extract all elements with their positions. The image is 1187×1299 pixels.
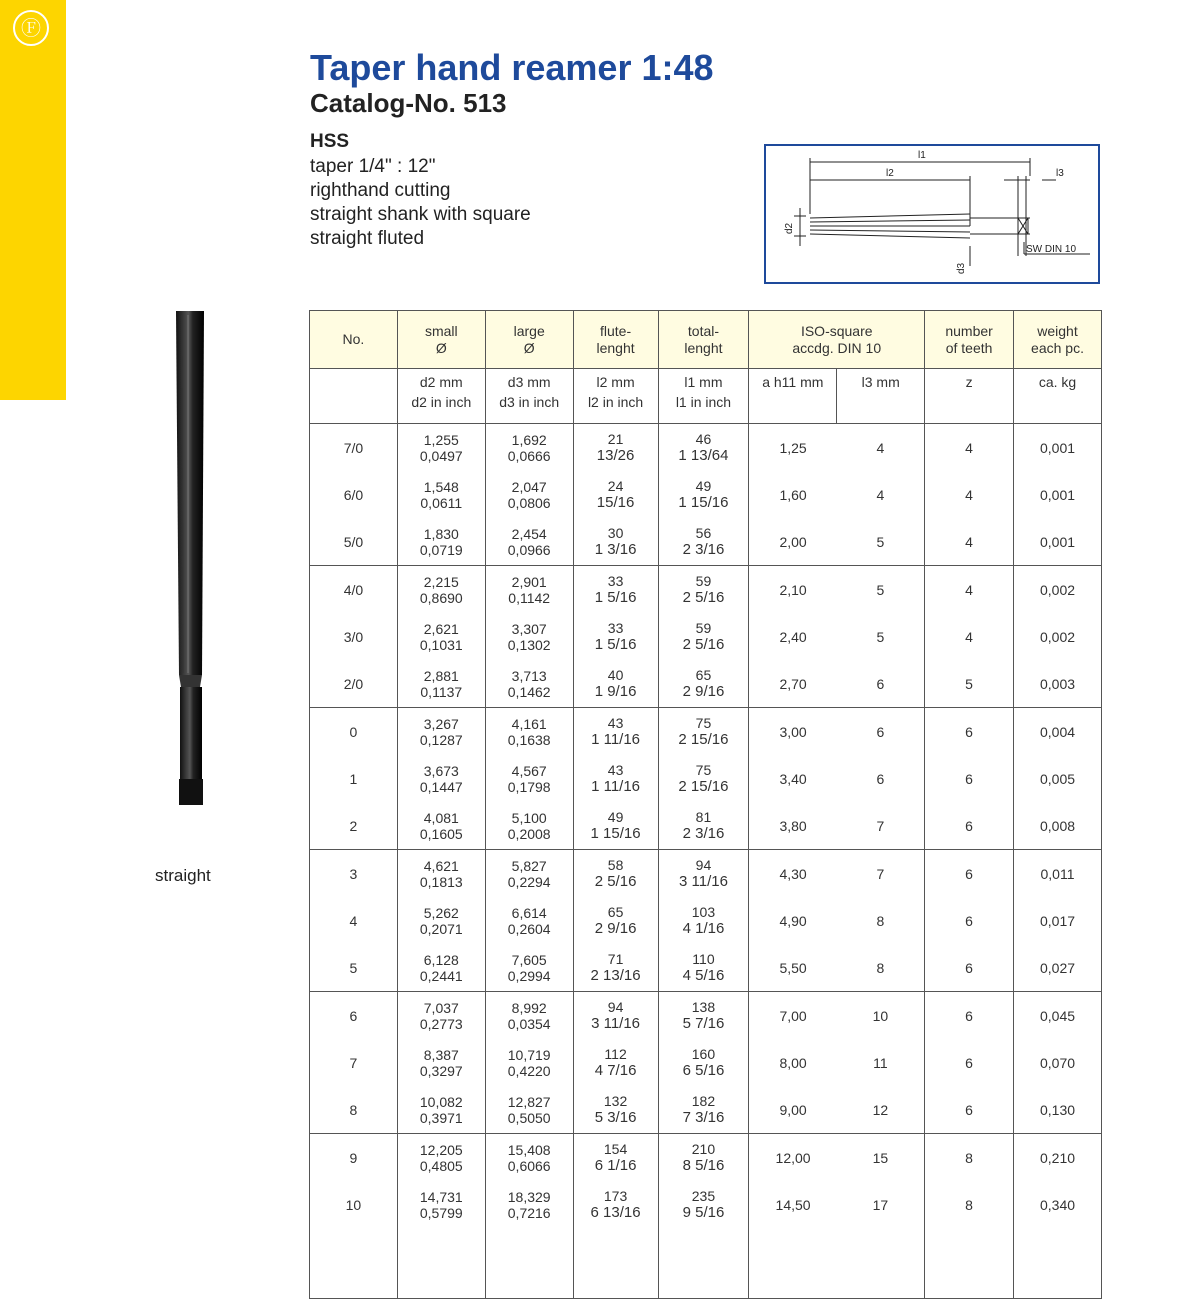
cell-iso-l: 6 [876, 770, 885, 787]
cell-total: 46 1 13/64 [658, 424, 749, 472]
cell-iso-l: 5 [876, 533, 885, 550]
cell-no: 2/0 [310, 660, 398, 708]
col-weight: weight each pc. [1014, 311, 1102, 369]
cell-iso-l: 8 [876, 959, 885, 976]
cell-teeth: 5 [925, 660, 1014, 708]
cell-flute: 112 4 7/16 [573, 1039, 658, 1086]
spec-item: straight fluted [310, 228, 425, 249]
cell-teeth: 4 [925, 613, 1014, 660]
cell-large: 4,567 0,1798 [485, 755, 573, 802]
cell-iso-a: 1,60 [749, 471, 837, 518]
cell-total: 235 9 5/16 [658, 1181, 749, 1228]
cell-flute: 43 1 11/16 [573, 708, 658, 756]
cell-large: 18,329 0,7216 [485, 1181, 573, 1228]
table-filler-row [310, 1228, 1102, 1299]
spec-item: righthand cutting [310, 180, 451, 201]
unit-large: d3 mm d3 in inch [485, 369, 573, 424]
cell-iso-a: 14,50 [749, 1181, 837, 1228]
cell-iso-a: 4,90 [749, 897, 837, 944]
cell-iso-a: 1,25 [749, 424, 837, 472]
cell-iso-a: 2,10 [749, 566, 837, 614]
cell-iso-a: 3,80 [749, 802, 837, 850]
cell-flute: 132 5 3/16 [573, 1086, 658, 1134]
cell-teeth: 6 [925, 897, 1014, 944]
cell-small: 6,128 0,2441 [397, 944, 485, 992]
table-row [310, 992, 1102, 1040]
cell-large: 2,454 0,0966 [485, 518, 573, 566]
cell-iso-l: 17 [872, 1196, 889, 1213]
cell-flute: 58 2 5/16 [573, 850, 658, 898]
cell-weight: 0,130 [1014, 1086, 1102, 1134]
cell-iso-a: 3,40 [749, 755, 837, 802]
cell-small: 2,881 0,1137 [397, 660, 485, 708]
cell-iso-a: 4,30 [749, 850, 837, 898]
cell-iso-a: 12,00 [749, 1134, 837, 1182]
cell-iso-l: 6 [837, 708, 925, 756]
table-row [310, 1181, 1102, 1228]
cell-large: 1,692 0,0666 [485, 424, 573, 472]
spec-item: taper 1/4" : 12" [310, 156, 436, 177]
cell-weight: 0,005 [1014, 755, 1102, 802]
cell-iso-a: 7,00 [749, 992, 837, 1040]
variant-label: straight [155, 866, 211, 885]
yellow-sidebar [0, 0, 66, 400]
cell-weight: 0,002 [1014, 613, 1102, 660]
cell-large: 7,605 0,2994 [485, 944, 573, 992]
cell-small: 4,621 0,1813 [397, 850, 485, 898]
table-row [310, 802, 1102, 850]
cell-flute: 21 13/26 [573, 424, 658, 472]
cell-no: 8 [310, 1086, 398, 1134]
cell-small: 8,387 0,3297 [397, 1039, 485, 1086]
cell-iso-l: 7 [876, 817, 885, 834]
cell-no: 5 [310, 944, 398, 992]
cell-iso-l: 5 [837, 566, 925, 614]
cell-total: 75 2 15/16 [658, 755, 749, 802]
cell-total: 182 7 3/16 [658, 1086, 749, 1134]
label-l1: l1 [918, 150, 926, 161]
unit-row [310, 369, 1102, 424]
table-row [310, 1134, 1102, 1182]
cell-flute: 65 2 9/16 [573, 897, 658, 944]
cell-teeth: 8 [925, 1134, 1014, 1182]
cell-flute: 40 1 9/16 [573, 660, 658, 708]
table-row [310, 566, 1102, 614]
unit-teeth: z [925, 369, 1014, 424]
cell-weight: 0,004 [1014, 708, 1102, 756]
cell-large: 2,047 0,0806 [485, 471, 573, 518]
cell-total: 94 3 11/16 [658, 850, 749, 898]
cell-weight: 0,001 [1014, 518, 1102, 566]
cell-large: 3,307 0,1302 [485, 613, 573, 660]
spec-list [310, 155, 531, 251]
cell-flute: 94 3 11/16 [573, 992, 658, 1040]
catalog-number: Catalog-No. 513 [310, 88, 507, 118]
cell-weight: 0,001 [1014, 471, 1102, 518]
cell-iso-l: 8 [876, 912, 885, 929]
cell-no: 1 [310, 755, 398, 802]
cell-flute: 173 6 13/16 [573, 1181, 658, 1228]
cell-weight: 0,008 [1014, 802, 1102, 850]
cell-total: 59 2 5/16 [658, 613, 749, 660]
cell-iso-a: 2,00 [749, 518, 837, 566]
col-flute: flute- lenght [573, 311, 658, 369]
cell-total: 110 4 5/16 [658, 944, 749, 992]
spec-item: straight shank with square [310, 204, 531, 225]
cell-teeth: 6 [925, 944, 1014, 992]
cell-small: 7,037 0,2773 [397, 992, 485, 1040]
unit-iso-l: l3 mm [837, 369, 925, 424]
cell-no: 5/0 [310, 518, 398, 566]
cell-weight: 0,045 [1014, 992, 1102, 1040]
cell-total: 103 4 1/16 [658, 897, 749, 944]
cell-small: 3,673 0,1447 [397, 755, 485, 802]
cell-total: 210 8 5/16 [658, 1134, 749, 1182]
table-row [310, 708, 1102, 756]
product-table [309, 310, 1102, 1299]
col-teeth: number of teeth [925, 311, 1014, 369]
cell-flute: 154 6 1/16 [573, 1134, 658, 1182]
cell-flute: 49 1 15/16 [573, 802, 658, 850]
cell-weight: 0,011 [1014, 850, 1102, 898]
cell-iso-a: 2,40 [749, 613, 837, 660]
cell-teeth: 6 [925, 708, 1014, 756]
cell-small: 10,082 0,3971 [397, 1086, 485, 1134]
cell-small: 2,215 0,8690 [397, 566, 485, 614]
cell-no: 7/0 [310, 424, 398, 472]
table-row [310, 660, 1102, 708]
cell-total: 56 2 3/16 [658, 518, 749, 566]
table-row [310, 1086, 1102, 1134]
cell-iso-l: 7 [837, 850, 925, 898]
cell-large: 10,719 0,4220 [485, 1039, 573, 1086]
cell-teeth: 6 [925, 850, 1014, 898]
cell-flute: 71 2 13/16 [573, 944, 658, 992]
unit-flute: l2 mm l2 in inch [573, 369, 658, 424]
table-row [310, 613, 1102, 660]
cell-teeth: 6 [925, 1039, 1014, 1086]
unit-weight: ca. kg [1014, 369, 1102, 424]
cell-weight: 0,027 [1014, 944, 1102, 992]
unit-total: l1 mm l1 in inch [658, 369, 749, 424]
label-d3: d3 [956, 262, 967, 274]
cell-teeth: 4 [925, 566, 1014, 614]
cell-weight: 0,070 [1014, 1039, 1102, 1086]
cell-iso-l: 11 [873, 1054, 888, 1071]
cell-no: 4 [310, 897, 398, 944]
cell-flute: 43 1 11/16 [573, 755, 658, 802]
unit-small: d2 mm d2 in inch [397, 369, 485, 424]
cell-teeth: 6 [925, 755, 1014, 802]
cell-iso-l: 5 [876, 628, 885, 645]
cell-small: 1,548 0,0611 [397, 471, 485, 518]
table-row [310, 944, 1102, 992]
cell-weight: 0,017 [1014, 897, 1102, 944]
table-row [310, 471, 1102, 518]
cell-small: 1,830 0,0719 [397, 518, 485, 566]
cell-iso-l: 10 [837, 992, 925, 1040]
cell-small: 14,731 0,5799 [397, 1181, 485, 1228]
cell-no: 6/0 [310, 471, 398, 518]
cell-iso-a: 2,70 [749, 660, 837, 708]
technical-drawing [764, 144, 1100, 284]
label-sw: SW DIN 10 [1026, 244, 1077, 255]
label-d2: d2 [784, 222, 795, 234]
cell-total: 81 2 3/16 [658, 802, 749, 850]
cell-flute: 33 1 5/16 [573, 613, 658, 660]
cell-total: 59 2 5/16 [658, 566, 749, 614]
cell-flute: 33 1 5/16 [573, 566, 658, 614]
label-l2: l2 [886, 168, 894, 179]
cell-iso-a: 8,00 [749, 1039, 837, 1086]
cell-weight: 0,210 [1014, 1134, 1102, 1182]
cell-no: 10 [310, 1181, 398, 1228]
cell-teeth: 6 [925, 802, 1014, 850]
cell-flute: 24 15/16 [573, 471, 658, 518]
col-no: No. [310, 311, 398, 369]
cell-teeth: 8 [925, 1181, 1014, 1228]
table-row [310, 897, 1102, 944]
cell-iso-a: 5,50 [749, 944, 837, 992]
cell-large: 2,901 0,1142 [485, 566, 573, 614]
table-row [310, 518, 1102, 566]
cell-no: 6 [310, 992, 398, 1040]
col-total: total- lenght [658, 311, 749, 369]
cell-large: 4,161 0,1638 [485, 708, 573, 756]
col-small: small Ø [397, 311, 485, 369]
cell-teeth: 6 [925, 1086, 1014, 1134]
table-row [310, 1039, 1102, 1086]
unit-iso-a: a h11 mm [749, 369, 837, 424]
cell-no: 2 [310, 802, 398, 850]
header-row [310, 311, 1102, 369]
cell-no: 9 [310, 1134, 398, 1182]
cell-iso-l: 15 [837, 1134, 925, 1182]
cell-small: 1,255 0,0497 [397, 424, 485, 472]
cell-weight: 0,001 [1014, 424, 1102, 472]
cell-iso-l: 4 [876, 486, 885, 503]
cell-iso-l: 6 [876, 675, 885, 692]
cell-teeth: 4 [925, 424, 1014, 472]
cell-no: 3 [310, 850, 398, 898]
cell-total: 65 2 9/16 [658, 660, 749, 708]
cell-teeth: 4 [925, 518, 1014, 566]
col-iso: ISO-square accdg. DIN 10 [749, 311, 925, 369]
cell-small: 4,081 0,1605 [397, 802, 485, 850]
cell-large: 6,614 0,2604 [485, 897, 573, 944]
material-label: HSS [310, 131, 350, 152]
cell-no: 4/0 [310, 566, 398, 614]
cell-iso-l: 4 [837, 424, 925, 472]
cell-teeth: 4 [925, 471, 1014, 518]
cell-large: 5,100 0,2008 [485, 802, 573, 850]
cell-weight: 0,002 [1014, 566, 1102, 614]
cell-large: 3,713 0,1462 [485, 660, 573, 708]
cell-total: 160 6 5/16 [658, 1039, 749, 1086]
cell-large: 15,408 0,6066 [485, 1134, 573, 1182]
cell-weight: 0,340 [1014, 1181, 1102, 1228]
cell-small: 3,267 0,1287 [397, 708, 485, 756]
cell-small: 2,621 0,1031 [397, 613, 485, 660]
cell-weight: 0,003 [1014, 660, 1102, 708]
cell-no: 0 [310, 708, 398, 756]
reamer-image [170, 307, 210, 809]
page-title: Taper hand reamer 1:48 [310, 47, 714, 88]
cell-small: 5,262 0,2071 [397, 897, 485, 944]
cell-no: 7 [310, 1039, 398, 1086]
cell-large: 12,827 0,5050 [485, 1086, 573, 1134]
table-row [310, 424, 1102, 472]
cell-iso-a: 9,00 [749, 1086, 837, 1134]
cell-total: 138 5 7/16 [658, 992, 749, 1040]
cell-iso-l: 12 [872, 1101, 889, 1118]
table-row [310, 755, 1102, 802]
table-row [310, 850, 1102, 898]
cell-no: 3/0 [310, 613, 398, 660]
cell-large: 5,827 0,2294 [485, 850, 573, 898]
col-large: large Ø [485, 311, 573, 369]
brand-logo-icon: Ⓕ [13, 10, 49, 46]
cell-total: 49 1 15/16 [658, 471, 749, 518]
cell-teeth: 6 [925, 992, 1014, 1040]
cell-total: 75 2 15/16 [658, 708, 749, 756]
label-l3: l3 [1056, 168, 1064, 179]
cell-small: 12,205 0,4805 [397, 1134, 485, 1182]
cell-large: 8,992 0,0354 [485, 992, 573, 1040]
cell-flute: 30 1 3/16 [573, 518, 658, 566]
cell-iso-a: 3,00 [749, 708, 837, 756]
